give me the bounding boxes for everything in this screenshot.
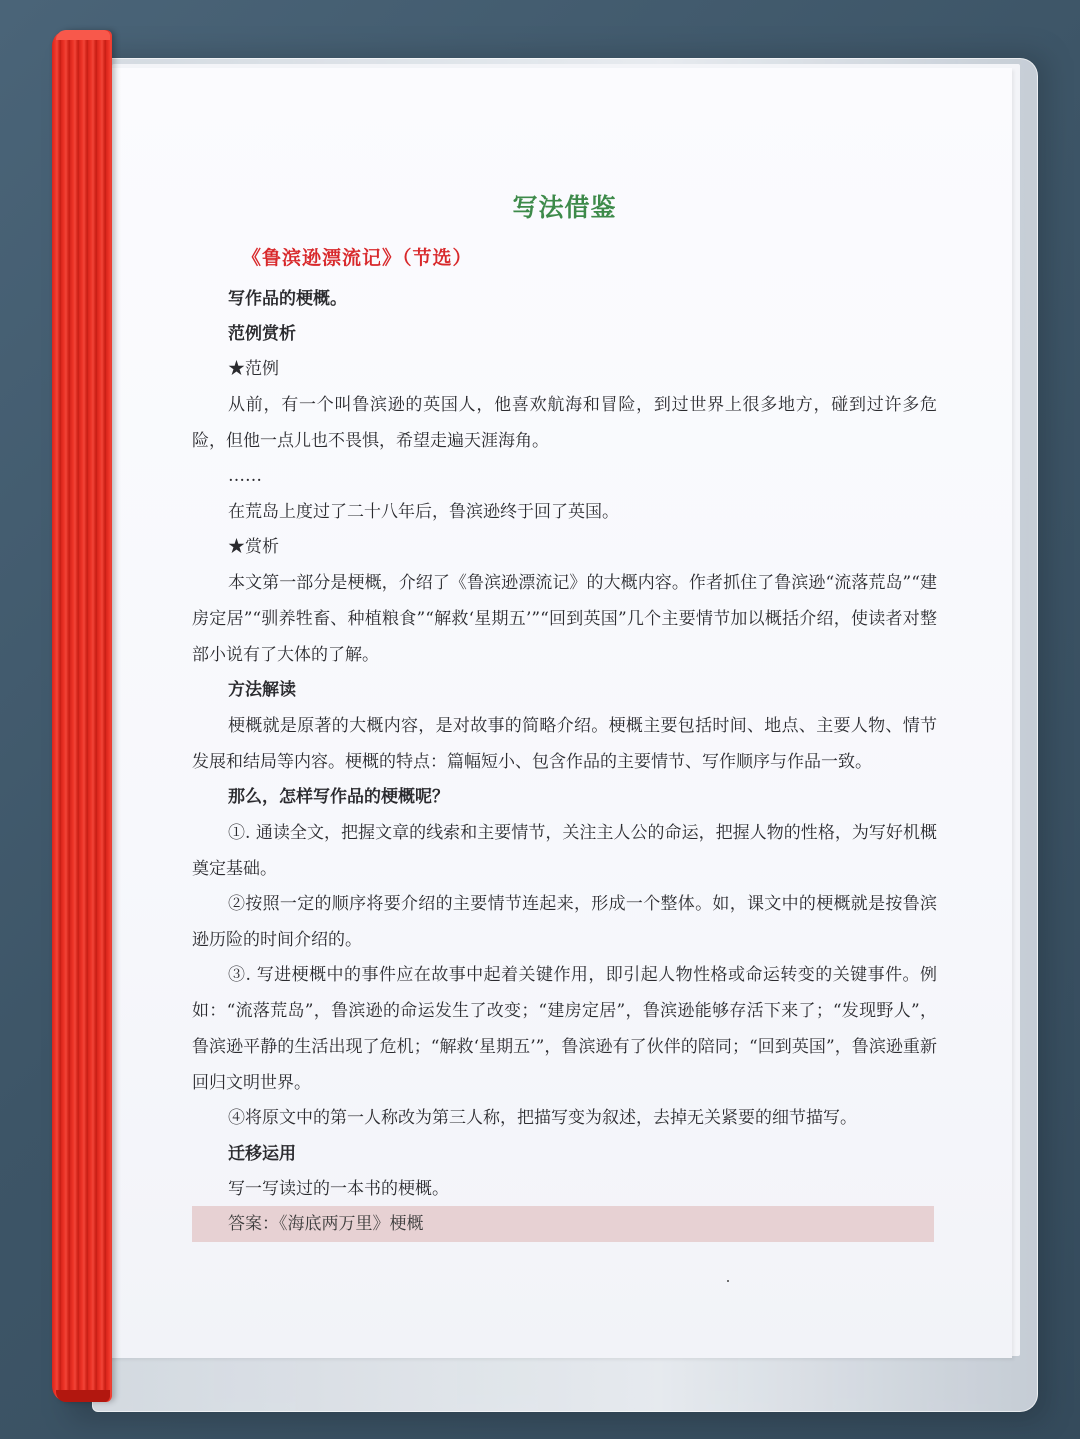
step-4: ④将原文中的第一人称改为第三人称，把描写变为叙述，去掉无关紧要的细节描写。 [228,1108,857,1128]
step-3: ③. 写进梗概中的事件应在故事中起着关键作用，即引起人物性格或命运转变的关键事件。例如：“流落荒岛”，鲁滨逊的命运发生了改变；“建房定居”，鲁滨逊能够存活下来了；“发现野人”，鲁滨逊平静的生活出现了危机；“解救‘星期五’”，鲁滨逊有了伙伴的陪同；“回到英国”，鲁滨逊重新回归文明世界。 [192,965,937,1093]
step-1: ①. 通读全文，把握文章的线索和主要情节，关注主人公的命运，把握人物的性格，为写好机概奠定基础。 [192,823,937,879]
section-example-heading: 范例赏析 [228,324,296,344]
page-dot [727,1280,729,1282]
appreciation-label: ★赏析 [228,537,279,557]
transfer-text: 写一写读过的一本书的梗概。 [228,1179,449,1199]
section-transfer-heading: 迁移运用 [228,1144,296,1164]
spine-top-cap [56,30,110,40]
task-heading: 写作品的梗概。 [228,289,347,309]
answer-bar: 答案：《海底两万里》梗概 [192,1206,934,1242]
spine-bottom-cap [56,1390,110,1402]
ellipsis: …… [228,466,262,486]
method-paragraph: 梗概就是原著的大概内容，是对故事的简略介绍。梗概主要包括时间、地点、主要人物、情节发展和结局等内容。梗概的特点：篇幅短小、包含作品的主要情节、写作顺序与作品一致。 [192,716,937,772]
section-method-heading: 方法解读 [228,680,296,700]
appreciation-paragraph: 本文第一部分是梗概，介绍了《鲁滨逊漂流记》的大概内容。作者抓住了鲁滨逊“流落荒岛”“建房定居”“驯养牲畜、种植粮食”“解救‘星期五’”“回到英国”几个主要情节加以概括介绍，使读者对整部小说有了大体的了解。 [192,573,937,665]
document-subtitle: 《鲁滨逊漂流记》（节选） [242,247,473,269]
example-paragraph-1: 从前，有一个叫鲁滨逊的英国人，他喜欢航海和冒险，到过世界上很多地方，碰到过许多危险，但他一点儿也不畏惧，希望走遍天涯海角。 [192,395,937,451]
binder-spine [52,30,112,1402]
example-label: ★范例 [228,359,279,379]
question-heading: 那么，怎样写作品的梗概呢？ [228,787,449,807]
example-paragraph-2: 在荒岛上度过了二十八年后，鲁滨逊终于回了英国。 [228,502,619,522]
document-title: 写法借鉴 [512,193,617,222]
step-2: ②按照一定的顺序将要介绍的主要情节连起来，形成一个整体。如，课文中的梗概就是按鲁滨逊历险的时间介绍的。 [192,894,937,950]
